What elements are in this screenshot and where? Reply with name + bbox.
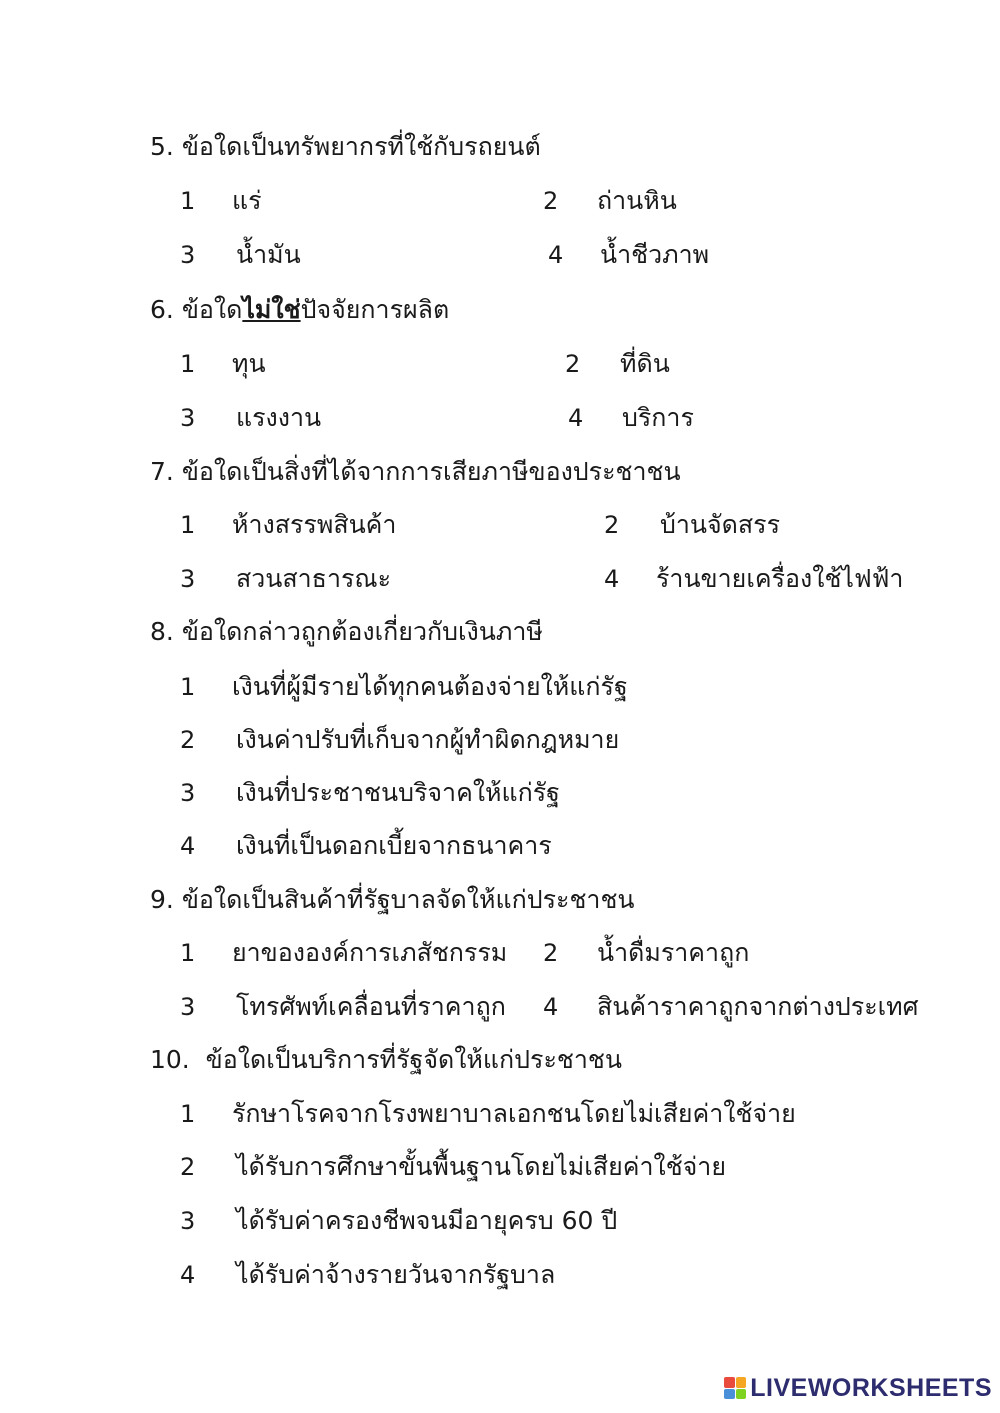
option-number: 2 <box>565 350 581 378</box>
option-number: 3 <box>180 1207 196 1235</box>
option-number: 3 <box>180 565 196 593</box>
option-number: 1 <box>180 511 196 539</box>
question-5 <box>150 130 541 164</box>
option-text: น้ำมัน <box>236 240 301 269</box>
question-text: ข้อใดเป็นบริการที่รัฐจัดให้แก่ประชาชน <box>205 1045 622 1074</box>
option-text: ร้านขายเครื่องใช้ไฟฟ้า <box>656 564 904 593</box>
question-9 <box>150 883 635 917</box>
option-text: เงินที่เป็นดอกเบี้ยจากธนาคาร <box>236 831 552 860</box>
option-text: ห้างสรรพสินค้า <box>232 510 397 539</box>
option-number: 3 <box>180 241 196 269</box>
question-number: 10. <box>150 1045 190 1074</box>
option-number: 4 <box>604 565 620 593</box>
option-text: ได้รับค่าจ้างรายวันจากรัฐบาล <box>236 1260 556 1289</box>
question-text: ข้อใดเป็นสินค้าที่รัฐบาลจัดให้แก่ประชาชน <box>181 885 635 914</box>
question-text: ข้อใดเป็นสิ่งที่ได้จากการเสียภาษีของประชาชน <box>181 457 681 486</box>
question-6 <box>150 293 449 327</box>
option-number: 4 <box>548 241 564 269</box>
option-text: โทรศัพท์เคลื่อนที่ราคาถูก <box>236 992 506 1021</box>
question-8 <box>150 615 543 649</box>
option-text: น้ำดื่มราคาถูก <box>597 938 750 967</box>
option-number: 1 <box>180 187 196 215</box>
question-number: 7. <box>150 457 174 486</box>
option-number: 1 <box>180 673 196 701</box>
option-text: ได้รับค่าครองชีพจนมีอายุครบ 60 ปี <box>236 1206 618 1235</box>
option-text: ที่ดิน <box>620 349 670 378</box>
option-number: 3 <box>180 404 196 432</box>
option-number: 2 <box>543 939 559 967</box>
question-number: 6. <box>150 295 174 324</box>
logo-mark-icon <box>724 1377 746 1399</box>
option-number: 3 <box>180 779 196 807</box>
option-text: บริการ <box>622 403 694 432</box>
option-text: เงินที่ผู้มีรายได้ทุกคนต้องจ่ายให้แก่รัฐ <box>232 672 628 701</box>
question-text-post: ปัจจัยการผลิต <box>300 295 450 324</box>
option-number: 2 <box>180 1153 196 1181</box>
option-number: 4 <box>180 1261 196 1289</box>
option-text: ถ่านหิน <box>597 186 677 215</box>
option-text: ทุน <box>232 349 266 378</box>
question-text-pre: ข้อใด <box>181 295 243 324</box>
option-text: เงินค่าปรับที่เก็บจากผู้ทำผิดกฎหมาย <box>236 725 620 754</box>
question-text: ข้อใดกล่าวถูกต้องเกี่ยวกับเงินภาษี <box>181 617 543 646</box>
logo-text: LIVEWORKSHEETS <box>750 1373 992 1402</box>
option-text: ยาขององค์การเภสัชกรรม <box>232 938 508 967</box>
option-number: 1 <box>180 939 196 967</box>
option-text: ได้รับการศึกษาขั้นพื้นฐานโดยไม่เสียค่าใช้จ่าย <box>236 1152 726 1181</box>
option-number: 2 <box>543 187 559 215</box>
option-number: 1 <box>180 1100 196 1128</box>
question-number: 9. <box>150 885 174 914</box>
question-text: ข้อใดเป็นทรัพยากรที่ใช้กับรถยนต์ <box>181 132 541 161</box>
option-number: 3 <box>180 993 196 1021</box>
option-text: บ้านจัดสรร <box>660 510 780 539</box>
option-number: 4 <box>543 993 559 1021</box>
option-text: เงินที่ประชาชนบริจาคให้แก่รัฐ <box>236 778 560 807</box>
option-number: 4 <box>568 404 584 432</box>
option-text: สินค้าราคาถูกจากต่างประเทศ <box>597 992 919 1021</box>
option-number: 2 <box>180 726 196 754</box>
option-text: สวนสาธารณะ <box>236 564 392 593</box>
option-number: 1 <box>180 350 196 378</box>
option-number: 2 <box>604 511 620 539</box>
question-number: 5. <box>150 132 174 161</box>
option-text: น้ำชีวภาพ <box>600 240 710 269</box>
option-text: แรงงาน <box>236 403 322 432</box>
question-number: 8. <box>150 617 174 646</box>
question-10 <box>150 1043 622 1077</box>
option-text: รักษาโรคจากโรงพยาบาลเอกชนโดยไม่เสียค่าใช้จ่าย <box>232 1099 796 1128</box>
liveworksheets-logo <box>724 1373 992 1403</box>
option-number: 4 <box>180 832 196 860</box>
question-emphasis: ไม่ใช่ <box>242 295 301 324</box>
question-7 <box>150 455 681 489</box>
option-text: แร่ <box>232 186 262 215</box>
